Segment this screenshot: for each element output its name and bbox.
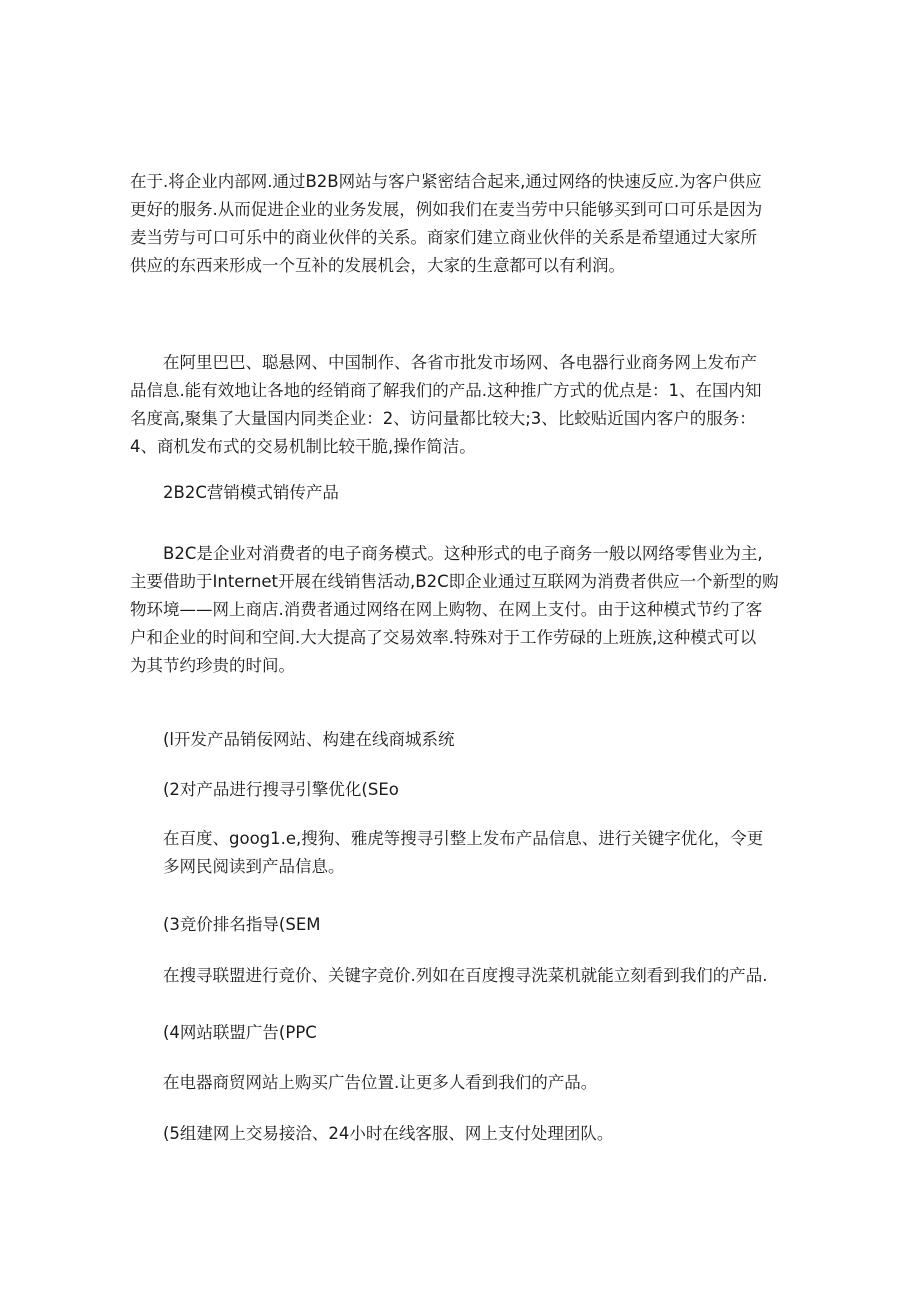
- text-line: 更好的服务.从而促进企业的业务发展，例如我们在麦当劳中只能够买到可口可乐是因为: [130, 200, 763, 219]
- text-line: 品信息.能有效地让各地的经销商了解我们的产品.这种推广方式的优点是：1、在国内知: [130, 381, 762, 400]
- list-item-text: (l开发产品销佞网站、构建在线商城系统: [130, 730, 455, 749]
- paragraph-ppc: [130, 1069, 790, 1097]
- text-line: 户和企业的时间和空间.大大提高了交易效率.特殊对于工作劳碌的上班族,这种模式可以: [130, 628, 757, 647]
- heading-line: 2B2C营销模式销传产品: [130, 483, 339, 502]
- list-item-text: (5组建网上交易接洽、24小时在线客服、网上支付处理团队。: [130, 1124, 614, 1143]
- paragraph-platforms: [130, 349, 790, 461]
- list-item-2: [130, 776, 790, 804]
- text-line: 麦当劳与可口可乐中的商业伙伴的关系。商家们建立商业伙伴的关系是希望通过大家所: [130, 228, 757, 247]
- text-line: 主要借助于Internet开展在线销售活动,B2C即企业通过互联网为消费者供应一个新型的购: [130, 572, 779, 591]
- text-line: 物环境——网上商店.消费者通过网络在网上购物、在网上支付。由于这种模式节约了客: [130, 600, 763, 619]
- text-line: 为其节约珍贵的时间。: [130, 656, 295, 675]
- text-line: 在阿里巴巴、聪悬网、中国制作、各省市批发市场网、各电器行业商务网上发布产: [130, 353, 757, 372]
- list-item-1: [130, 726, 790, 754]
- text-line: 名度高,聚集了大量国内同类企业：2、访问量都比较大;3、比蛟贴近国内客户的服务：: [130, 409, 756, 428]
- list-item-text: (4网站联盟广告(PPC: [130, 1023, 317, 1042]
- paragraph-seo: [130, 825, 790, 881]
- list-item-4: [130, 1019, 790, 1047]
- text-line: 在于.将企业内部网.通过B2B网站与客户紧密结合起来,通过网络的快速反应.为客户供应: [130, 172, 762, 191]
- list-item-3: [130, 911, 790, 939]
- list-item-5: [130, 1120, 790, 1148]
- section-heading-b2c: [130, 479, 790, 507]
- list-item-text: (3竞价排名指导(SEM: [130, 915, 321, 934]
- text-line: 在电器商贸网站上购买广告位置.让更多人看到我们的产品。: [130, 1073, 598, 1092]
- paragraph-sem: [130, 962, 790, 990]
- text-line: 在百度、goog1.e,搜狗、雅虎等搜寻引整上发布产品信息、进行关键字优化，令更: [130, 829, 764, 848]
- text-line: 多网民阅读到产品信息。: [130, 857, 345, 876]
- text-line: 在搜寻联盟进行竞价、关键字竞价.列如在百度搜寻洗菜机就能立刻看到我们的产品.: [130, 966, 768, 985]
- paragraph-b2b-intro: [130, 168, 790, 280]
- text-line: 供应的东西来形成一个互补的发展机会，大家的生意都可以有利润。: [130, 256, 625, 275]
- text-line: B2C是企业对消费者的电子商务模式。这种形式的电子商务一般以网络零售业为主,: [130, 544, 763, 563]
- paragraph-b2c-description: [130, 540, 790, 680]
- text-line: 4、商机发布式的交易机制比较干脆,操作简洁。: [130, 437, 476, 456]
- list-item-text: (2对产品进行搜寻引擎优化(SEo: [130, 780, 399, 799]
